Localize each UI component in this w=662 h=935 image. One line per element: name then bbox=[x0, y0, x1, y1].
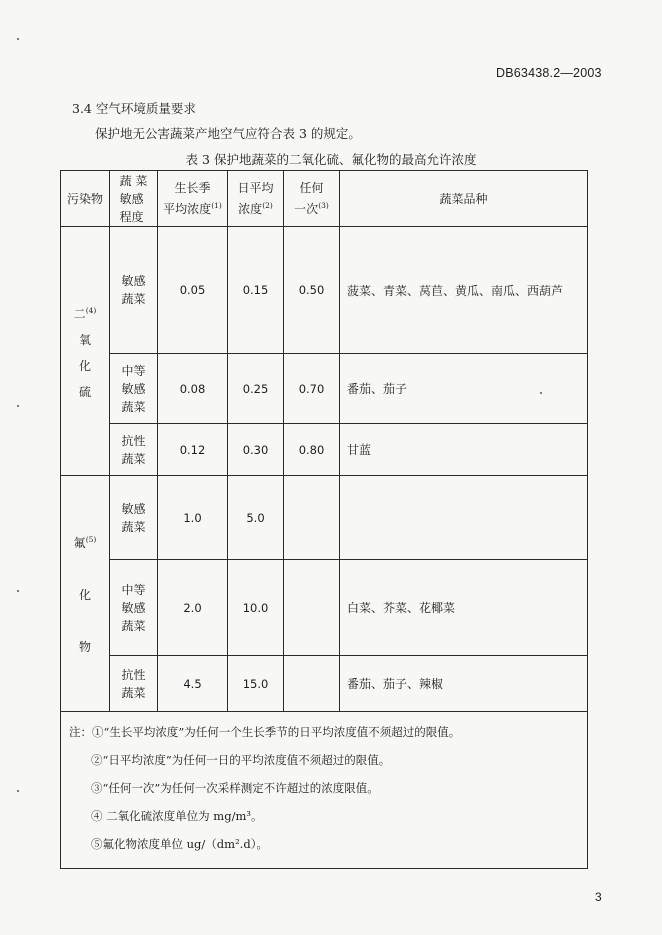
scan-speck bbox=[540, 392, 542, 394]
sensitivity-cell: 抗性 蔬菜 bbox=[110, 424, 158, 476]
note-5: ⑤氟化物浓度单位 ug/（dm².d）。 bbox=[91, 837, 268, 851]
note-4: ④ 二氧化硫浓度单位为 mg/m³。 bbox=[91, 809, 263, 823]
varieties-cell: 番茄、茄子 bbox=[340, 354, 588, 424]
varieties-cell: 菠菜、青菜、莴苣、黄瓜、南瓜、西葫芦 bbox=[340, 227, 588, 354]
any-once-value bbox=[284, 560, 340, 656]
growth-season-value: 1.0 bbox=[158, 476, 228, 560]
sensitivity-cell: 中等 敏感 蔬菜 bbox=[110, 354, 158, 424]
section-heading: 3.4 空气环境质量要求 bbox=[72, 101, 196, 116]
notes-row bbox=[61, 712, 588, 869]
table-caption: 表 3 保护地蔬菜的二氧化硫、氟化物的最高允许浓度 bbox=[185, 152, 477, 167]
any-once-value bbox=[284, 476, 340, 560]
any-once-value: 0.80 bbox=[284, 424, 340, 476]
varieties-cell bbox=[340, 476, 588, 560]
header-pollutant: 污染物 bbox=[61, 171, 110, 227]
section-body-text: 保护地无公害蔬菜产地空气应符合表 3 的规定。 bbox=[95, 126, 361, 141]
table-row bbox=[61, 656, 588, 712]
header-daily-avg: 日平均 浓度$^{(2)}$ bbox=[228, 171, 284, 227]
daily-avg-value: 0.25 bbox=[228, 354, 284, 424]
daily-avg-value: 5.0 bbox=[228, 476, 284, 560]
document-code: DB63438.2—2003 bbox=[496, 66, 602, 80]
growth-season-value: 0.08 bbox=[158, 354, 228, 424]
header-sensitivity: 蔬 菜 敏感 程度 bbox=[110, 171, 158, 227]
scan-speck bbox=[17, 790, 19, 792]
table-notes bbox=[61, 712, 588, 869]
header-varieties: 蔬菜品种 bbox=[340, 171, 588, 227]
daily-avg-value: 0.30 bbox=[228, 424, 284, 476]
growth-season-value: 4.5 bbox=[158, 656, 228, 712]
page-number: 3 bbox=[595, 890, 602, 904]
any-once-value: 0.70 bbox=[284, 354, 340, 424]
table-row bbox=[61, 476, 588, 560]
header-any-once: 任何 一次$^{(3)}$ bbox=[284, 171, 340, 227]
table-header-row bbox=[61, 171, 588, 227]
growth-season-value: 2.0 bbox=[158, 560, 228, 656]
sensitivity-cell: 敏感 蔬菜 bbox=[110, 227, 158, 354]
any-once-value bbox=[284, 656, 340, 712]
pollutant-fluoride: 氟$^{(5)}$ 化 物 bbox=[61, 476, 110, 712]
table-row bbox=[61, 227, 588, 354]
note-2: ②“日平均浓度”为任何一日的平均浓度值不须超过的限值。 bbox=[91, 753, 391, 767]
concentration-table bbox=[60, 170, 588, 869]
table-row bbox=[61, 424, 588, 476]
note-3: ③“任何一次”为任何一次采样测定不许超过的浓度限值。 bbox=[91, 781, 379, 795]
daily-avg-value: 10.0 bbox=[228, 560, 284, 656]
sensitivity-cell: 敏感 蔬菜 bbox=[110, 476, 158, 560]
sensitivity-cell: 抗性 蔬菜 bbox=[110, 656, 158, 712]
scan-speck bbox=[17, 590, 19, 592]
growth-season-value: 0.05 bbox=[158, 227, 228, 354]
growth-season-value: 0.12 bbox=[158, 424, 228, 476]
pollutant-so2: 二$^{(4)}$ 氧 化 硫 bbox=[61, 227, 110, 476]
scan-speck bbox=[17, 38, 19, 40]
note-1: 注：①“生长平均浓度”为任何一个生长季节的日平均浓度值不须超过的限值。 bbox=[69, 725, 461, 739]
varieties-cell: 甘蓝 bbox=[340, 424, 588, 476]
table-row bbox=[61, 354, 588, 424]
daily-avg-value: 15.0 bbox=[228, 656, 284, 712]
varieties-cell: 番茄、茄子、辣椒 bbox=[340, 656, 588, 712]
any-once-value: 0.50 bbox=[284, 227, 340, 354]
scan-speck bbox=[17, 405, 19, 407]
sensitivity-cell: 中等 敏感 蔬菜 bbox=[110, 560, 158, 656]
table-row bbox=[61, 560, 588, 656]
varieties-cell: 白菜、芥菜、花椰菜 bbox=[340, 560, 588, 656]
header-growth-season: 生长季 平均浓度$^{(1)}$ bbox=[158, 171, 228, 227]
daily-avg-value: 0.15 bbox=[228, 227, 284, 354]
